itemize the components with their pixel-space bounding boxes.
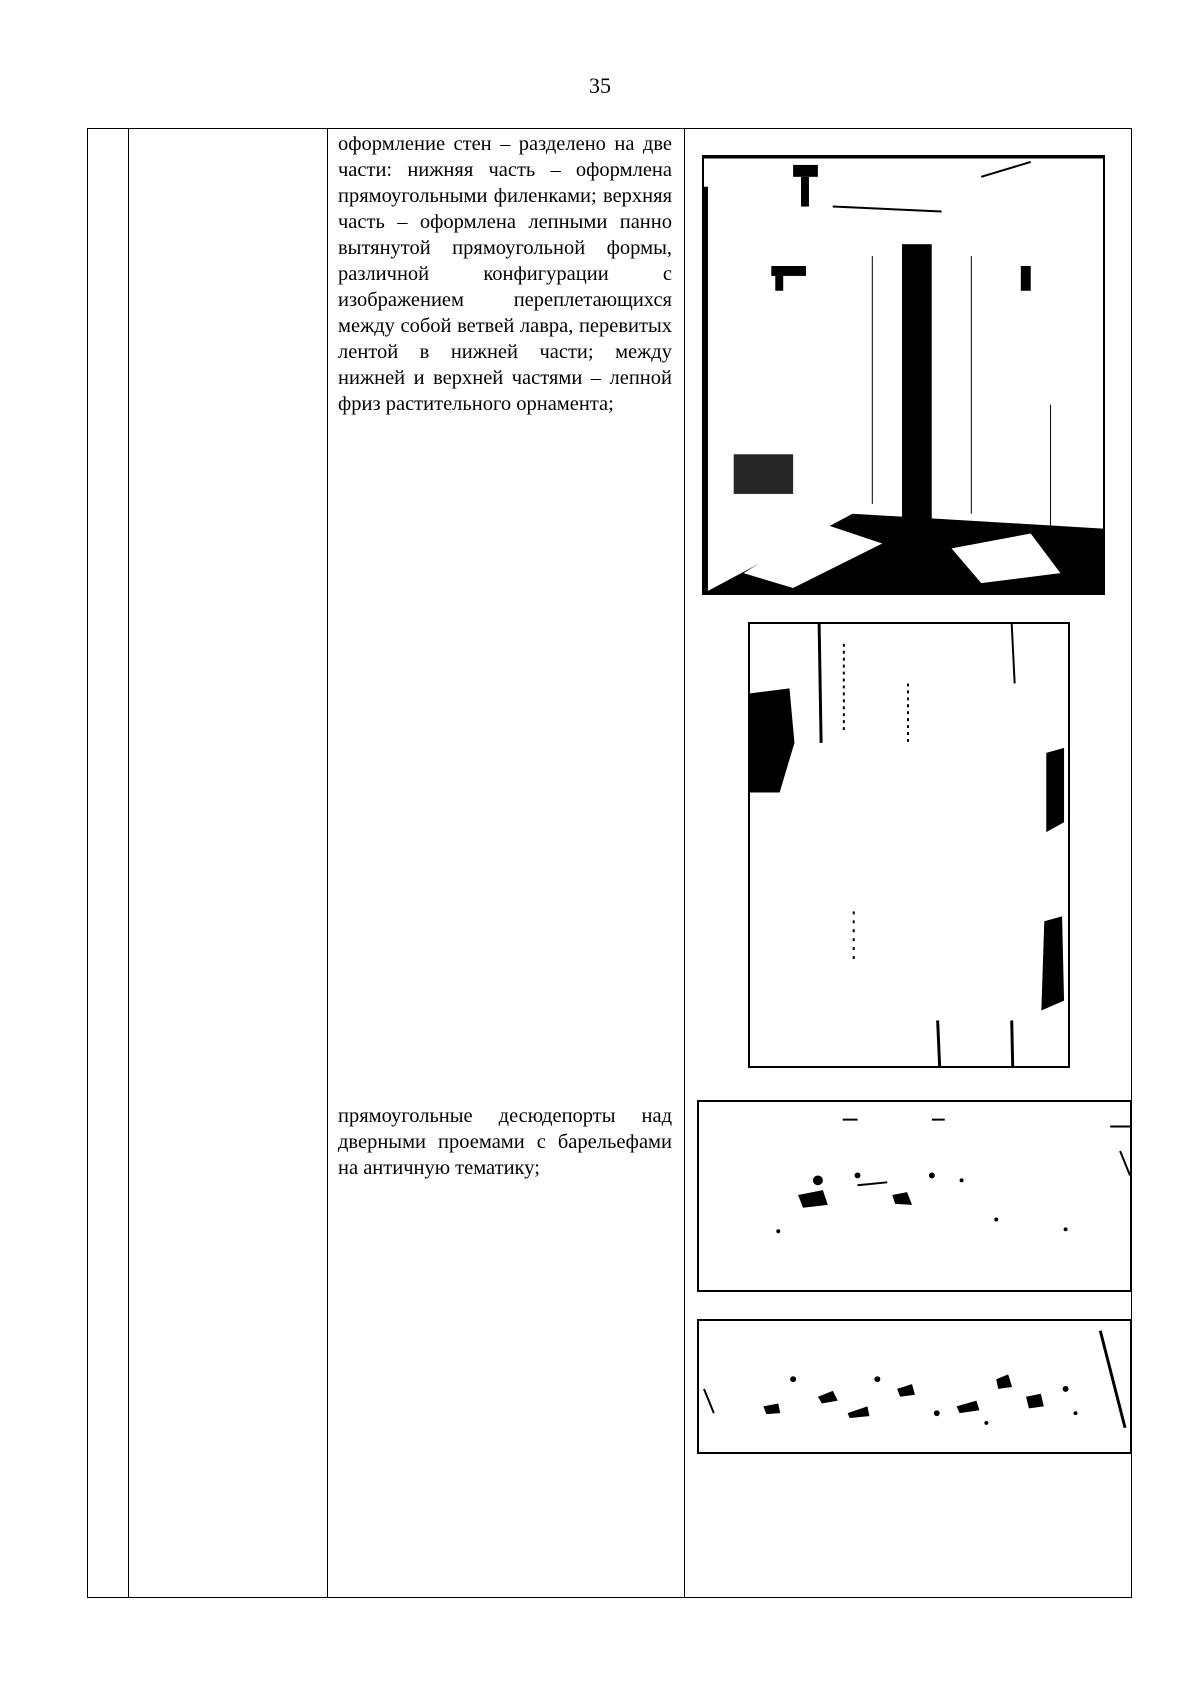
photo-sopraporta-1 xyxy=(697,1100,1132,1292)
column-divider xyxy=(327,129,328,1597)
photo-room-corner xyxy=(702,155,1105,595)
column-divider xyxy=(128,129,129,1597)
photo-wall-panel xyxy=(748,622,1070,1068)
sopraporta-description: прямоугольные десюдепорты над дверными проемами с барельефами на античную тематику; xyxy=(338,1105,672,1179)
wall-decoration-description: оформление стен – разделено на две части: нижняя часть – оформлена прямоугольными филенками; верхняя часть – оформлена лепными панно вытянутой прямоугольной формы, различной конфигурации с изображением переплетающихся между собой ветвей лавра, перевитых лентой в нижней части; между нижней и верхней частями – лепной фриз растительного орнамента; xyxy=(338,133,672,415)
column-divider xyxy=(684,129,685,1597)
photo-sopraporta-2 xyxy=(697,1319,1132,1454)
page-number: 35 xyxy=(589,73,611,98)
